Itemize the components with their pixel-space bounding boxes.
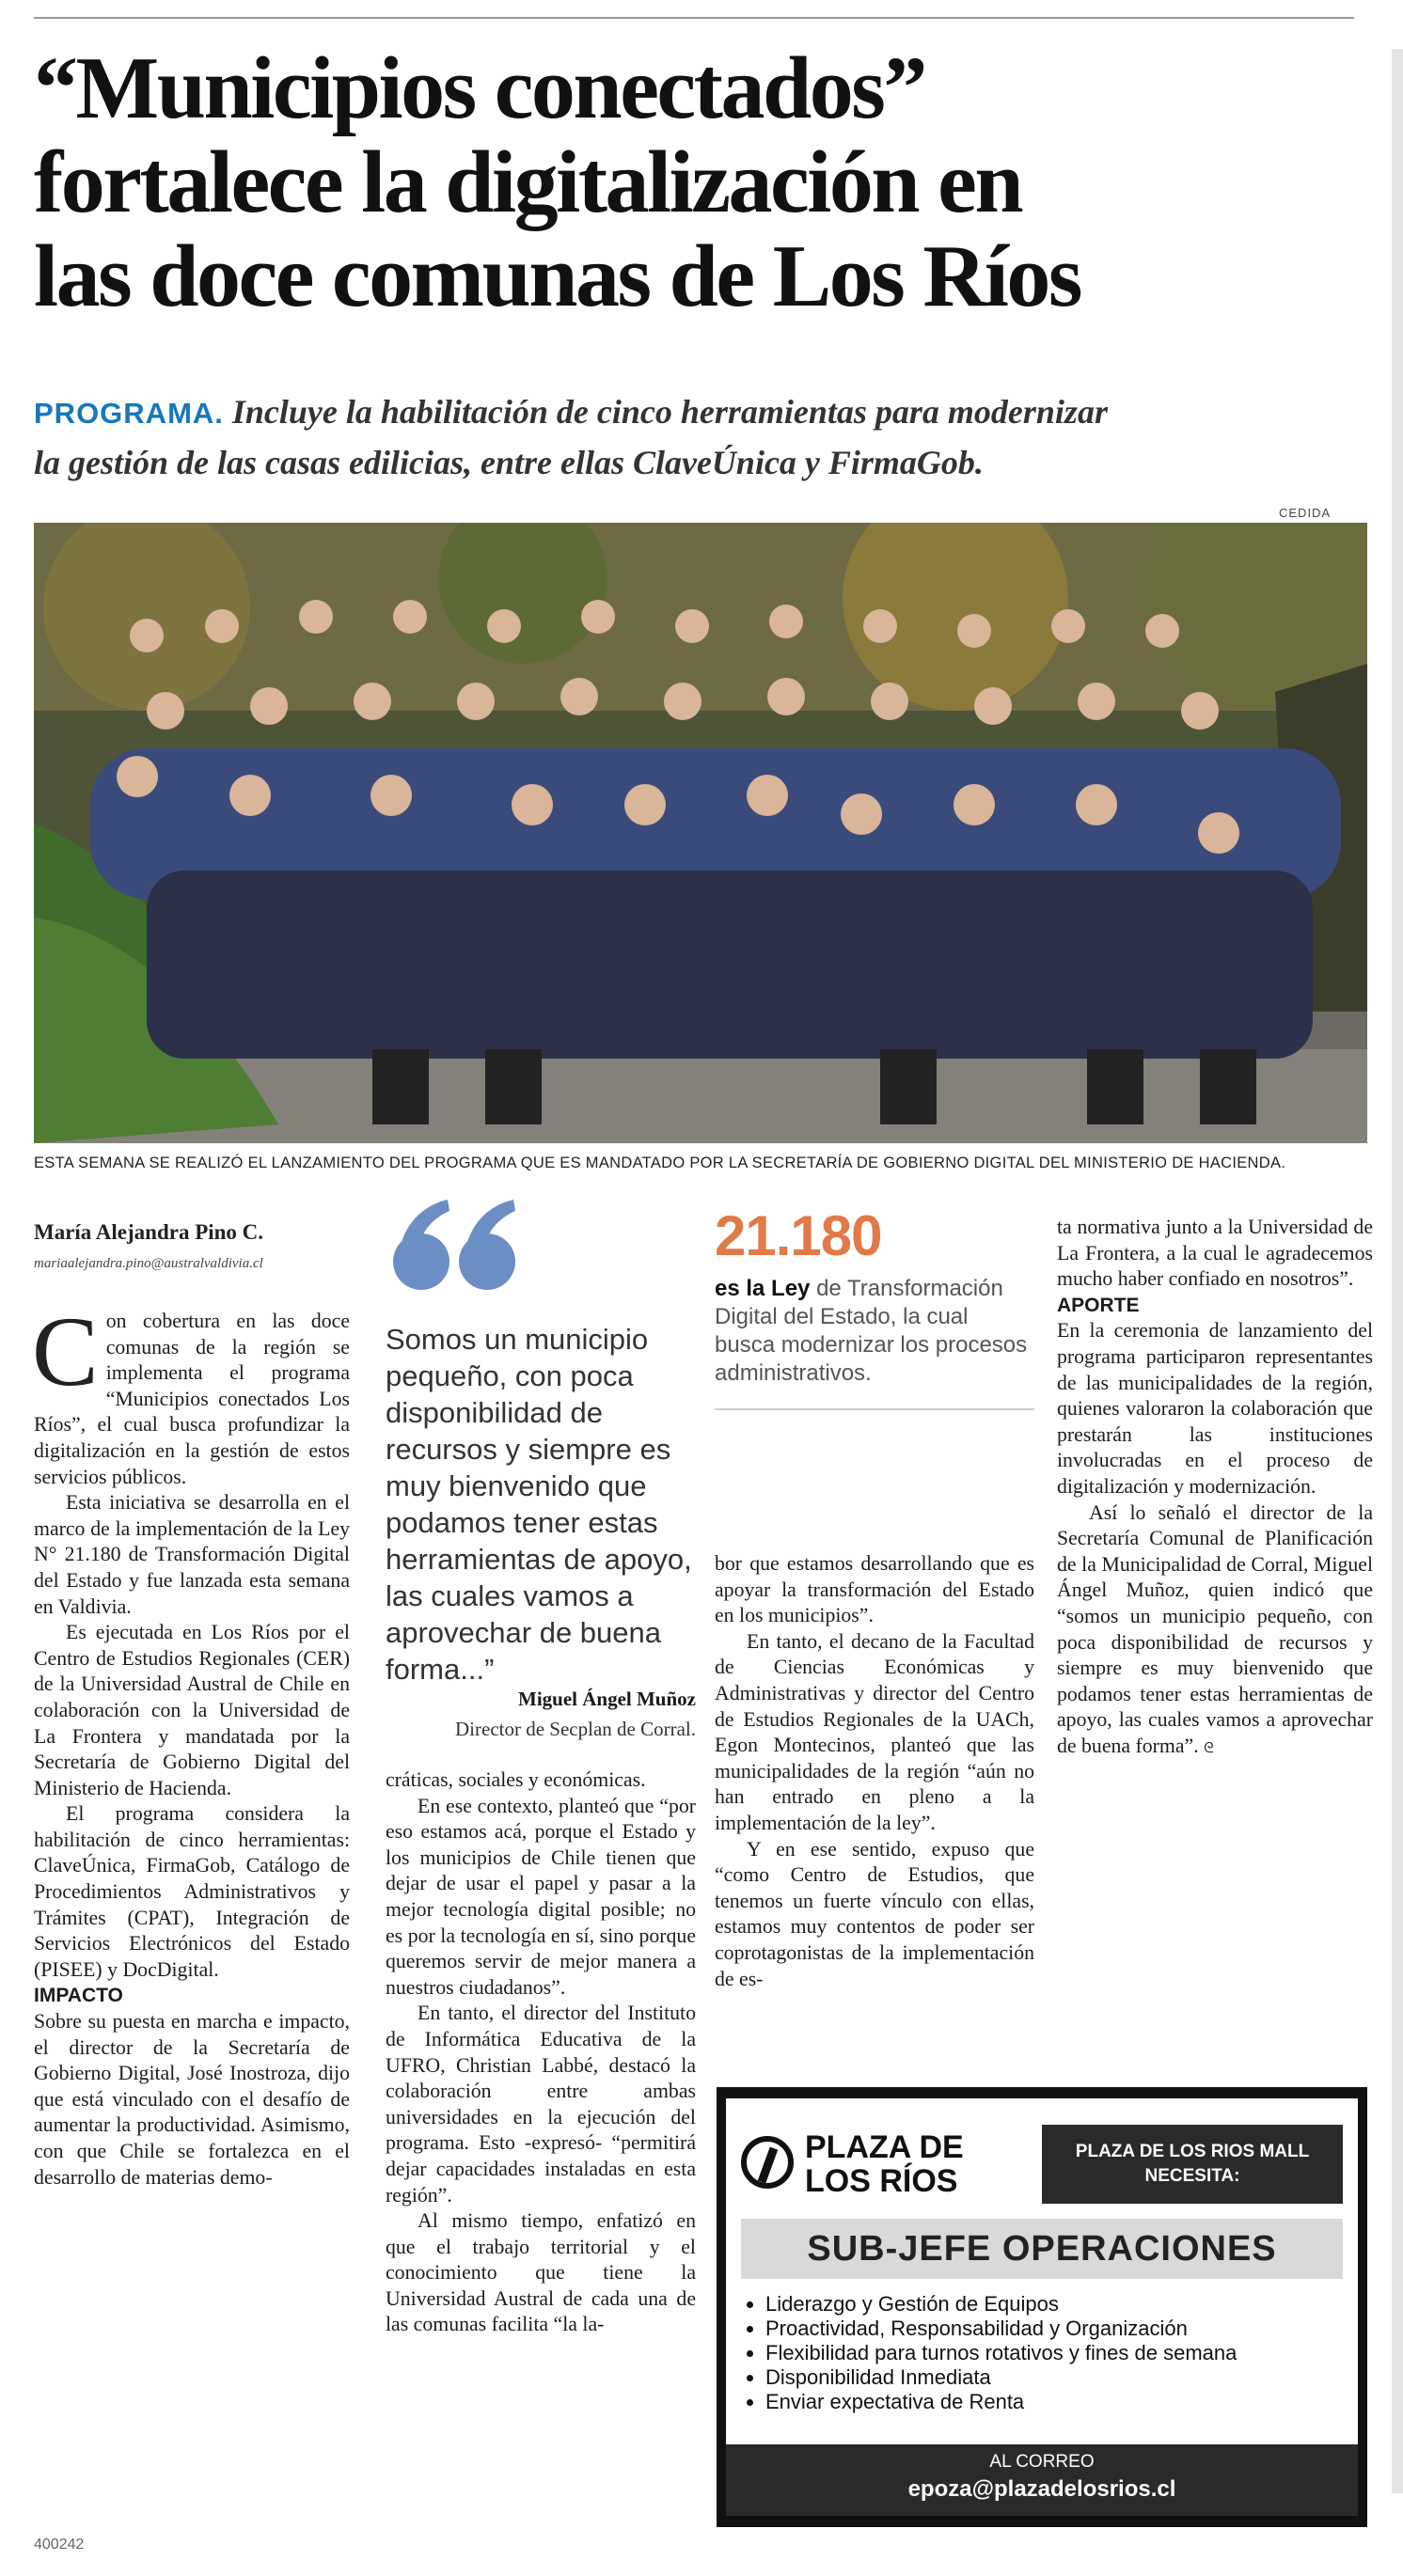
- headline-line-2: fortalece la digitalización en: [34, 134, 1022, 231]
- ad-requirement: • Liderazgo y Gestión de Equipos: [765, 2292, 1348, 2317]
- end-signature-icon: ᘓ: [1204, 1738, 1214, 1756]
- deck-kicker: PROGRAMA.: [34, 397, 224, 430]
- ad-footer-label: AL CORREO: [989, 2452, 1095, 2472]
- article-column-4: [1057, 1215, 1373, 1761]
- col4-paragraph-3-text: Así lo señaló el director de la Secretaría Comunal de Planificación de la Municipalidad de Corral, Miguel Ángel Muñoz, quien indicó que “somos un municipio pequeño, con poca disponibilidad de recursos y siempre es muy bienvenido que podamos tener estas herramientas de apoyo, las cuales vamos a aprovechar de buena forma”.: [1057, 1500, 1373, 1757]
- page-code: 400242: [34, 2537, 85, 2552]
- col1-paragraph-3: Es ejecutada en Los Ríos por el Centro de Estudios Regionales (CER) de la Universidad Austral de Chile en colaboración con la Universidad de La Frontera y mandatada por la Secretaría de Gobierno Digital del Ministerio de Hacienda.: [34, 1621, 350, 1799]
- ad-header-line-1: PLAZA DE LOS RIOS MALL: [1075, 2142, 1310, 2161]
- pullquote-name: Miguel Ángel Muñoz: [518, 1688, 696, 1710]
- headline-line-1: “Municipios conectados”: [34, 39, 925, 137]
- ad-job-title: SUB-JEFE OPERACIONES: [741, 2219, 1343, 2279]
- ad-brand-line-2: LOS RÍOS: [805, 2163, 958, 2199]
- group-photo: [34, 523, 1367, 1143]
- subhead-aporte: APORTE: [1057, 1294, 1140, 1316]
- right-page-edge: [1392, 49, 1403, 2493]
- col2-paragraph-3: En tanto, el director del Instituto de Informática Educativa de la UFRO, Christian Labbé, destacó la colaboración entre ambas universidades en la ejecución del programa. Esto -expresó- “permitirá dejar capacidades instaladas en esta región”.: [386, 2002, 696, 2207]
- ad-requirement: • Disponibilidad Inmediata: [765, 2365, 1348, 2390]
- factbox-lead: es la Ley: [715, 1276, 811, 1301]
- quote-marks-icon: [386, 1194, 527, 1297]
- col2-paragraph-2: En ese contexto, planteó que “por eso estamos acá, porque el Estado y los municipios de Chile tienen que dejar de usar el papel y pasar a la mejor tecnología digital posible; no es por la tecnología en sí, sino porque queremos servir de mejor manera a nuestros ciudadanos”.: [386, 1794, 696, 1999]
- col3-paragraph-2: En tanto, el decano de la Facultad de Ciencias Económicas y Administrativas y director del Centro de Estudios Regionales de la UACh, Egon Montecinos, planteó que las municipalidades de la región “aún no han entrado en pleno a la implementación de la ley”.: [715, 1629, 1034, 1834]
- col3-paragraph-1: bor que estamos desarrollando que es apoyar la transformación del Estado en los municipios”.: [715, 1552, 1034, 1627]
- ad-inner: [726, 2098, 1358, 2516]
- group-photo-illustration: [34, 523, 1367, 1143]
- deck: [34, 387, 1379, 487]
- factbox-number: 21.180: [715, 1204, 882, 1267]
- ad-requirement: • Enviar expectativa de Renta: [765, 2390, 1348, 2414]
- photo-caption: ESTA SEMANA SE REALIZÓ EL LANZAMIENTO DEL PROGRAMA QUE ES MANDATADO POR LA SECRETARÍA DE GOBIERNO DIGITAL DEL MINISTERIO DE HACIENDA.: [34, 1154, 1286, 1171]
- article-column-1: [32, 1296, 350, 2191]
- ad-brand-line-1: PLAZA DE: [805, 2129, 964, 2165]
- headline: [34, 41, 1369, 323]
- ad-email-link[interactable]: epoza@plazadelosrios.cl: [907, 2476, 1176, 2502]
- factbox-text: [715, 1275, 1034, 1388]
- col4-paragraph-1: ta normativa junto a la Universidad de La Frontera, a la cual le agradecemos mucho haber confiado en nosotros”.: [1057, 1216, 1373, 1291]
- pullquote-text: Somos un municipio pequeño, con poca disponibilidad de recursos y siempre es muy bienvenido que podamos tener estas herramientas de apoyo, las cuales vamos a aprovechar de buena forma...”: [386, 1323, 692, 1686]
- ad-brand: [805, 2130, 964, 2198]
- ad-header: [1042, 2125, 1343, 2204]
- pullquote-role: Director de Secplan de Corral.: [455, 1718, 696, 1740]
- byline-email[interactable]: mariaalejandra.pino@australvaldivia.cl: [34, 1256, 263, 1271]
- photo-credit: CEDIDA: [1279, 506, 1332, 520]
- dropcap: C: [32, 1296, 99, 1406]
- plaza-logo-icon: [741, 2136, 794, 2189]
- factbox-body: de Transformación Digital del Estado, la cual busca modernizar los procesos administrativos.: [715, 1276, 1028, 1386]
- col3-paragraph-3: Y en ese sentido, expuso que “como Centro de Estudios, que tenemos un fuerte vínculo con ellas, estamos muy contentos de poder ser coprotagonistas de la implementación de es-: [715, 1837, 1034, 1990]
- col2-paragraph-4: Al mismo tiempo, enfatizó en que el trabajo territorial y el conocimiento que tiene la Universidad Austral de cada una de las comunas facilita “la la-: [386, 2209, 696, 2336]
- ad-header-line-2: NECESITA:: [1144, 2166, 1240, 2186]
- ad-footer: [726, 2444, 1358, 2516]
- ad-requirement: • Proactividad, Responsabilidad y Organización: [765, 2317, 1348, 2341]
- ad-requirement: • Flexibilidad para turnos rotativos y fines de semana: [765, 2341, 1348, 2365]
- article-column-3: [715, 1551, 1034, 1992]
- deck-line-2: la gestión de las casas edilicias, entre ellas ClaveÚnica y FirmaGob.: [34, 444, 984, 481]
- col4-paragraph-2: En la ceremonia de lanzamiento del programa participaron representantes de las municipalidades de la región, quienes valoraron la colaboración que prestarán las instituciones involucradas en el proceso de digitalización y modernización.: [1057, 1319, 1373, 1498]
- subhead-impacto: IMPACTO: [34, 1985, 123, 2007]
- deck-line-1: Incluye la habilitación de cinco herramientas para modernizar: [231, 393, 1108, 431]
- col2-paragraph-1: cráticas, sociales y económicas.: [386, 1768, 646, 1791]
- col1-paragraph-1: on cobertura en las doce comunas de la región se implementa el programa “Municipios conectados Los Ríos”, el cual busca profundizar la digitalización en la gestión de estos servicios públicos.: [34, 1310, 350, 1488]
- ad-requirements-list: [750, 2292, 1348, 2414]
- job-advertisement: [717, 2087, 1367, 2527]
- col1-paragraph-4: El programa considera la habilitación de cinco herramientas: ClaveÚnica, FirmaGob, Catálogo de Procedimientos Administrativos y Trámites (CPAT), Integración de Servicios Electrónicos del Estado (PISEE) y DocDigital.: [34, 1802, 350, 1981]
- col1-paragraph-2: Esta iniciativa se desarrolla en el marco de la implementación de la Ley N° 21.180 de Transformación Digital del Estado y fue lanzada esta semana en Valdivia.: [34, 1491, 350, 1618]
- article-column-2: [386, 1767, 696, 2338]
- top-rule: [34, 17, 1354, 19]
- col4-paragraph-3: [1057, 1500, 1373, 1762]
- factbox-divider: [715, 1408, 1034, 1410]
- byline-author: María Alejandra Pino C.: [34, 1220, 264, 1244]
- headline-line-3: las doce comunas de Los Ríos: [34, 228, 1080, 325]
- col1-paragraph-5: Sobre su puesta en marcha e impacto, el director de la Secretaría de Gobierno Digital, José Inostroza, dijo que está vinculado con el desafío de aumentar la productividad. Asimismo, con que Chile se fortalezca en el desarrollo de materias demo-: [34, 2010, 350, 2189]
